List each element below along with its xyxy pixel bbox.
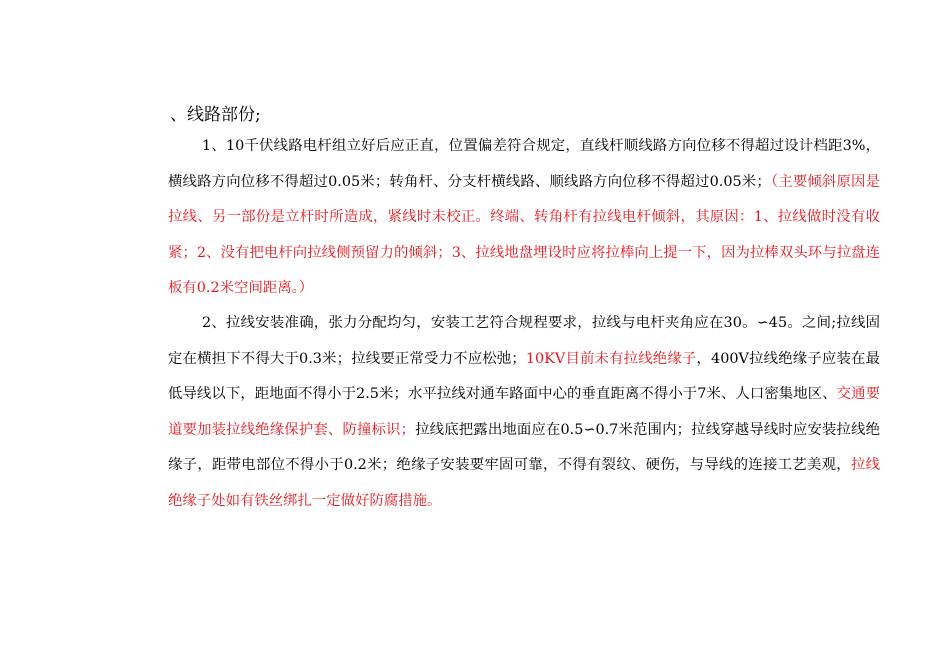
- paragraph-2-red-note-b: 交通要道要加装拉线绝缘保护套、防撞标识；: [168, 386, 880, 438]
- paragraph-1: [168, 129, 880, 307]
- paragraph-2-text-a: 2、拉线安装准确，张力分配均匀，安装工艺符合规程要求，拉线与电杆夹角应在30。∽45。之间;拉线固定在横担下不得大于0.3米；拉线要正常受力不应松弛；: [168, 315, 880, 367]
- paragraph-2-red-note-a: 10KV目前未有拉线绝缘子: [525, 350, 697, 367]
- paragraph-2: [168, 306, 880, 519]
- paragraph-2-red-note-c: 拉线绝缘子处如有铁丝绑扎一定做好防腐措施。: [168, 457, 880, 509]
- paragraph-1-text: 1、10千伏线路电杆组立好后应正直，位置偏差符合规定，直线杆顺线路方向位移不得超过设计档距3%，横线路方向位移不得超过0.05米；转角杆、分支杆横线路、顺线路方向位移不得超过0.05米；: [168, 138, 880, 190]
- paragraph-2-text-b: ，400V拉线绝缘子应装在最低导线以下，距地面不得小于2.5米；水平拉线对通车路面中心的垂直距离不得小于7米、人口密集地区、: [168, 350, 880, 402]
- paragraph-2-text-c: 拉线底把露出地面应在0.5∽0.7米范围内；拉线穿越导线时应安装拉线绝缘子，距带电部位不得小于0.2米；绝缘子安装要牢固可靠，不得有裂纹、硬伤，与导线的连接工艺美观，: [168, 421, 880, 473]
- section-heading: 、线路部份;: [170, 105, 261, 125]
- paragraph-1-red-note: （主要倾斜原因是拉线、另一部份是立杆时所造成，紧线时未校正。终端、转角杆有拉线电杆倾斜，其原因：1、拉线做时没有收紧；2、没有把电杆向拉线侧预留力的倾斜；3、拉线地盘埋设时应将拉棒向上提一下，因为拉棒双头环与拉盘连板有0.2米空间距离。）: [168, 173, 880, 296]
